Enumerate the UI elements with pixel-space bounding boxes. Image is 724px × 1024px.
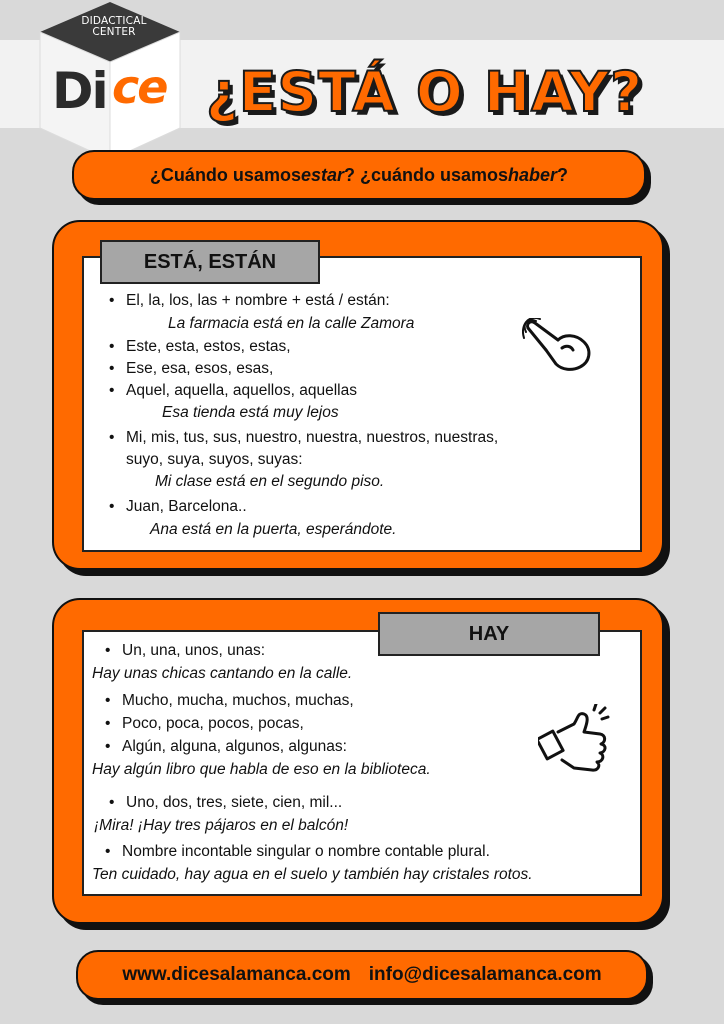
esta-rule-ese: • Ese, esa, esos, esas,	[126, 360, 273, 378]
hay-rule-poco: • Poco, poca, pocos, pocas,	[122, 715, 304, 733]
hay-rule-algun: • Algún, alguna, algunos, algunas:	[122, 738, 347, 756]
esta-example-ana: Ana está en la puerta, esperándote.	[150, 521, 397, 538]
esta-heading: ESTÁ, ESTÁN	[100, 240, 320, 284]
hay-example-chicas: Hay unas chicas cantando en la calle.	[92, 665, 353, 682]
esta-rule-possessives: • Mi, mis, tus, sus, nuestro, nuestra, nuestros, nuestras,	[126, 429, 498, 447]
question-verb-estar: estar	[300, 164, 344, 185]
pointing-hand-icon	[522, 318, 594, 377]
hay-example-agua: Ten cuidado, hay agua en el suelo y también hay cristales rotos.	[92, 866, 533, 883]
website-link[interactable]: www.dicesalamanca.com	[122, 964, 351, 985]
hay-heading: HAY	[378, 612, 600, 656]
question-banner	[72, 150, 646, 200]
esta-example-farmacia: La farmacia está en la calle Zamora	[168, 315, 415, 332]
hay-example-libro: Hay algún libro que habla de eso en la biblioteca.	[92, 761, 431, 778]
esta-example-tienda: Esa tienda está muy lejos	[162, 404, 339, 421]
esta-rule-este: • Este, esta, estos, estas,	[126, 338, 291, 356]
logo-caption	[76, 16, 152, 38]
email-link[interactable]: info@dicesalamanca.com	[368, 964, 602, 985]
logo-caption-line1: DIDACTICAL	[81, 15, 147, 27]
question-text-2: ? ¿cuándo usamos	[343, 164, 509, 185]
esta-rule-possessives-cont: suyo, suya, suyos, suyas:	[126, 451, 303, 468]
hay-rule-mucho: • Mucho, mucha, muchos, muchas,	[122, 692, 354, 710]
hay-example-pajaros: ¡Mira! ¡Hay tres pájaros en el balcón!	[94, 817, 349, 834]
logo-mark-ce: ce	[112, 60, 167, 114]
hay-rule-uncountable: • Nombre incontable singular o nombre contable plural.	[122, 843, 490, 861]
page-title: ¿ESTÁ O HAY?	[206, 60, 644, 124]
esta-rule-aquel: • Aquel, aquella, aquellos, aquellas	[126, 382, 357, 400]
esta-rule-proper-nouns: • Juan, Barcelona..	[126, 498, 247, 516]
question-text-3: ?	[557, 164, 569, 185]
hay-rule-numbers: • Uno, dos, tres, siete, cien, mil...	[126, 794, 342, 812]
question-text-1: ¿Cuándo usamos	[149, 164, 301, 185]
logo-mark-di: Di	[52, 62, 107, 120]
hay-rule-indefinite: • Un, una, unos, unas:	[122, 642, 265, 660]
thumbs-up-icon	[538, 704, 616, 783]
esta-rule-articles: • El, la, los, las + nombre + está / están:	[126, 292, 390, 310]
contact-footer	[76, 950, 648, 1000]
dice-logo	[38, 0, 182, 160]
question-verb-haber: haber	[508, 164, 558, 185]
logo-caption-line2: CENTER	[92, 26, 136, 38]
esta-example-clase: Mi clase está en el segundo piso.	[155, 473, 385, 490]
